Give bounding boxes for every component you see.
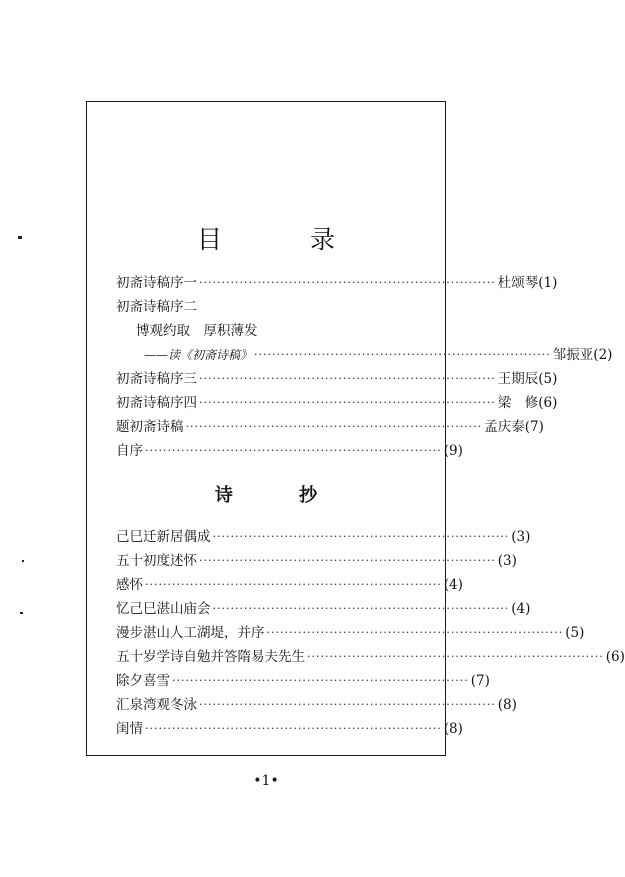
leader-dots: ·································································· [172, 674, 469, 687]
entry-page: (5) [538, 371, 558, 387]
scan-speck [18, 236, 22, 239]
entry-author: 孟庆泰 [484, 419, 525, 435]
toc-entry-preface-1[interactable] [116, 273, 558, 293]
entry-title: 初斋诗稿序一 [116, 275, 197, 291]
toc-entry-author-preface[interactable] [116, 441, 463, 461]
entry-title: 除夕喜雪 [116, 673, 170, 689]
leader-dots: ·································································· [145, 578, 442, 591]
toc-poem-entry[interactable] [116, 575, 463, 595]
leader-dots: ·································································· [266, 626, 564, 639]
entry-title: 初斋诗稿序二 [116, 299, 197, 315]
leader-dots: ·································································· [212, 530, 510, 543]
toc-entry-preface-2[interactable] [116, 297, 413, 317]
entry-page: (8) [443, 721, 463, 737]
leader-dots: ·································································· [254, 348, 551, 361]
entry-page: (2) [593, 347, 613, 363]
leader-dots: ·································································· [307, 650, 604, 663]
entry-page: (3) [511, 529, 531, 545]
leader-dots: ·································································· [199, 698, 496, 711]
leader-dots: ·································································· [199, 554, 496, 567]
leader-dots: ·································································· [145, 444, 442, 457]
toc-poem-entry[interactable] [116, 671, 490, 691]
toc-poem-entry[interactable] [116, 695, 517, 715]
toc-poem-entry[interactable] [116, 647, 625, 667]
entry-title: ——读《初斋诗稿》 [144, 348, 253, 362]
entry-page: (1) [538, 275, 558, 291]
toc-poem-entry[interactable] [116, 551, 517, 571]
leader-dots: ·································································· [212, 602, 510, 615]
entry-title: 五十岁学诗自勉并答隋易夫先生 [116, 649, 305, 665]
leader-dots: ·································································· [185, 420, 483, 433]
entry-title: 博观约取 厚积薄发 [136, 323, 258, 339]
entry-page: (6) [605, 649, 625, 665]
toc-entry-preface-4[interactable] [116, 393, 558, 413]
entry-title: 感怀 [116, 577, 143, 593]
leader-dots: ·································································· [145, 722, 442, 735]
entry-title: 初斋诗稿序三 [116, 371, 197, 387]
toc-poem-entry[interactable] [116, 623, 585, 643]
entry-author: 杜颂琴 [497, 275, 539, 291]
toc-entry-preface-2-note[interactable] [144, 345, 613, 365]
toc-entry-preface-3[interactable] [116, 369, 558, 389]
leader-dots: ·································································· [199, 396, 496, 409]
entry-title: 自序 [116, 443, 143, 459]
entry-page: (9) [443, 443, 463, 459]
leader-dots: ·································································· [199, 276, 496, 289]
toc-entry-preface-2-subtitle[interactable] [136, 321, 413, 341]
entry-page: (8) [497, 697, 517, 713]
entry-page: (6) [538, 395, 558, 411]
entry-title: 五十初度述怀 [116, 553, 197, 569]
scan-speck [22, 560, 24, 562]
toc-poem-entry[interactable] [116, 527, 531, 547]
entry-title: 题初斋诗稿 [116, 419, 184, 435]
entry-author: 王期辰 [497, 371, 539, 387]
entry-page: (7) [470, 673, 490, 689]
entry-title: 汇泉湾观冬泳 [116, 697, 197, 713]
entry-title: 初斋诗稿序四 [116, 395, 197, 411]
entry-author: 梁 修 [497, 395, 539, 411]
toc-poem-entry[interactable] [116, 719, 463, 739]
entry-page: (4) [443, 577, 463, 593]
toc-entry-inscription[interactable] [116, 417, 544, 437]
entry-page: (3) [497, 553, 517, 569]
leader-dots: ·································································· [199, 372, 496, 385]
entry-title: 忆己巳湛山庙会 [116, 601, 211, 617]
scan-speck [20, 612, 23, 614]
section-title: 诗 抄 [214, 485, 348, 506]
entry-page: (5) [565, 625, 585, 641]
page-number: •1• [253, 773, 279, 789]
toc-title: 目 录 [197, 225, 375, 254]
entry-page: (7) [524, 419, 544, 435]
entry-title: 己巳迁新居偶成 [116, 529, 211, 545]
entry-title: 漫步湛山人工湖堤，并序 [116, 625, 265, 641]
toc-poem-entry[interactable] [116, 599, 531, 619]
entry-author: 邹振亚 [552, 347, 594, 363]
entry-title: 闺情 [116, 721, 143, 737]
entry-page: (4) [511, 601, 531, 617]
